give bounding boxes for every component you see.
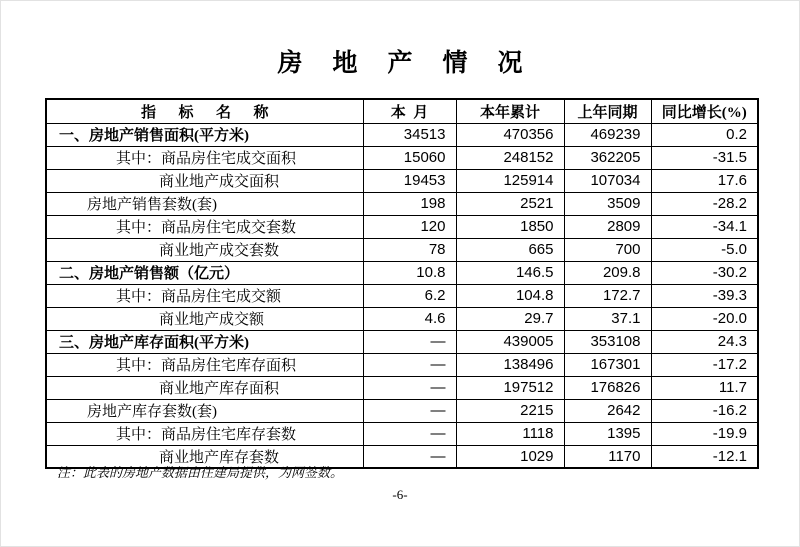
cell-month: 78 (363, 238, 456, 261)
table-row (46, 284, 758, 307)
row-label: 商业地产成交额 (46, 307, 363, 330)
cell-month: 120 (363, 215, 456, 238)
cell-yoy: -12.1 (651, 445, 758, 468)
table-row (46, 261, 758, 284)
table-row (46, 123, 758, 146)
cell-ytd: 470356 (456, 123, 564, 146)
table-row (46, 353, 758, 376)
cell-last-year: 209.8 (564, 261, 651, 284)
row-label: 其中：商品房住宅成交面积 (46, 146, 363, 169)
table-row (46, 215, 758, 238)
cell-last-year: 1395 (564, 422, 651, 445)
cell-ytd: 197512 (456, 376, 564, 399)
cell-month: — (363, 422, 456, 445)
cell-month: — (363, 445, 456, 468)
cell-ytd: 1029 (456, 445, 564, 468)
cell-ytd: 146.5 (456, 261, 564, 284)
table-row (46, 422, 758, 445)
row-label: 房地产库存套数(套) (46, 399, 363, 422)
cell-last-year: 1170 (564, 445, 651, 468)
cell-yoy: 11.7 (651, 376, 758, 399)
cell-last-year: 37.1 (564, 307, 651, 330)
cell-yoy: -39.3 (651, 284, 758, 307)
cell-ytd: 138496 (456, 353, 564, 376)
cell-yoy: -34.1 (651, 215, 758, 238)
table-row (46, 146, 758, 169)
table-row (46, 169, 758, 192)
cell-yoy: -20.0 (651, 307, 758, 330)
row-label: 其中：商品房住宅成交额 (46, 284, 363, 307)
cell-month: 34513 (363, 123, 456, 146)
header-year-to-date: 本年累计 (456, 99, 564, 123)
header-same-period-last-year: 上年同期 (564, 99, 651, 123)
cell-last-year: 700 (564, 238, 651, 261)
cell-yoy: -5.0 (651, 238, 758, 261)
cell-month: 10.8 (363, 261, 456, 284)
page-title: 房地产情况 (277, 49, 553, 77)
cell-last-year: 176826 (564, 376, 651, 399)
cell-ytd: 29.7 (456, 307, 564, 330)
table-row (46, 307, 758, 330)
row-label: 一、房地产销售面积(平方米) (46, 123, 363, 146)
table-row (46, 399, 758, 422)
row-label: 三、房地产库存面积(平方米) (46, 330, 363, 353)
header-indicator-name: 指标名称 (46, 99, 363, 123)
cell-month: — (363, 376, 456, 399)
cell-yoy: -31.5 (651, 146, 758, 169)
cell-yoy: -17.2 (651, 353, 758, 376)
header-yoy-growth: 同比增长(%) (651, 99, 758, 123)
cell-yoy: -16.2 (651, 399, 758, 422)
cell-ytd: 439005 (456, 330, 564, 353)
cell-yoy: -30.2 (651, 261, 758, 284)
cell-month: 15060 (363, 146, 456, 169)
cell-ytd: 2521 (456, 192, 564, 215)
cell-month: 4.6 (363, 307, 456, 330)
cell-last-year: 167301 (564, 353, 651, 376)
row-label: 其中：商品房住宅成交套数 (46, 215, 363, 238)
header-this-month: 本月 (363, 99, 456, 123)
row-label: 其中：商品房住宅库存套数 (46, 422, 363, 445)
cell-yoy: 0.2 (651, 123, 758, 146)
row-label: 商业地产成交套数 (46, 238, 363, 261)
cell-month: 6.2 (363, 284, 456, 307)
cell-ytd: 665 (456, 238, 564, 261)
cell-ytd: 2215 (456, 399, 564, 422)
cell-last-year: 2809 (564, 215, 651, 238)
cell-last-year: 2642 (564, 399, 651, 422)
row-label: 商业地产库存面积 (46, 376, 363, 399)
cell-yoy: 24.3 (651, 330, 758, 353)
cell-ytd: 125914 (456, 169, 564, 192)
table-row (46, 330, 758, 353)
cell-yoy: -28.2 (651, 192, 758, 215)
row-label: 商业地产成交面积 (46, 169, 363, 192)
cell-last-year: 469239 (564, 123, 651, 146)
page-number: -6- (392, 487, 408, 502)
cell-last-year: 107034 (564, 169, 651, 192)
real-estate-table (45, 98, 759, 469)
cell-yoy: -19.9 (651, 422, 758, 445)
table-row (46, 238, 758, 261)
footnote: 注：此表的房地产数据由住建局提供，为网签数。 (57, 465, 344, 480)
cell-last-year: 172.7 (564, 284, 651, 307)
cell-last-year: 353108 (564, 330, 651, 353)
table-row (46, 376, 758, 399)
cell-ytd: 248152 (456, 146, 564, 169)
row-label: 其中：商品房住宅库存面积 (46, 353, 363, 376)
cell-ytd: 1850 (456, 215, 564, 238)
header-row (46, 99, 758, 123)
cell-last-year: 3509 (564, 192, 651, 215)
cell-ytd: 1118 (456, 422, 564, 445)
table-row (46, 192, 758, 215)
cell-month: — (363, 330, 456, 353)
cell-ytd: 104.8 (456, 284, 564, 307)
cell-yoy: 17.6 (651, 169, 758, 192)
row-label: 房地产销售套数(套) (46, 192, 363, 215)
cell-month: 198 (363, 192, 456, 215)
cell-month: 19453 (363, 169, 456, 192)
row-label: 商业地产库存套数 (46, 445, 363, 468)
cell-month: — (363, 353, 456, 376)
cell-month: — (363, 399, 456, 422)
row-label: 二、房地产销售额（亿元） (46, 261, 363, 284)
cell-last-year: 362205 (564, 146, 651, 169)
